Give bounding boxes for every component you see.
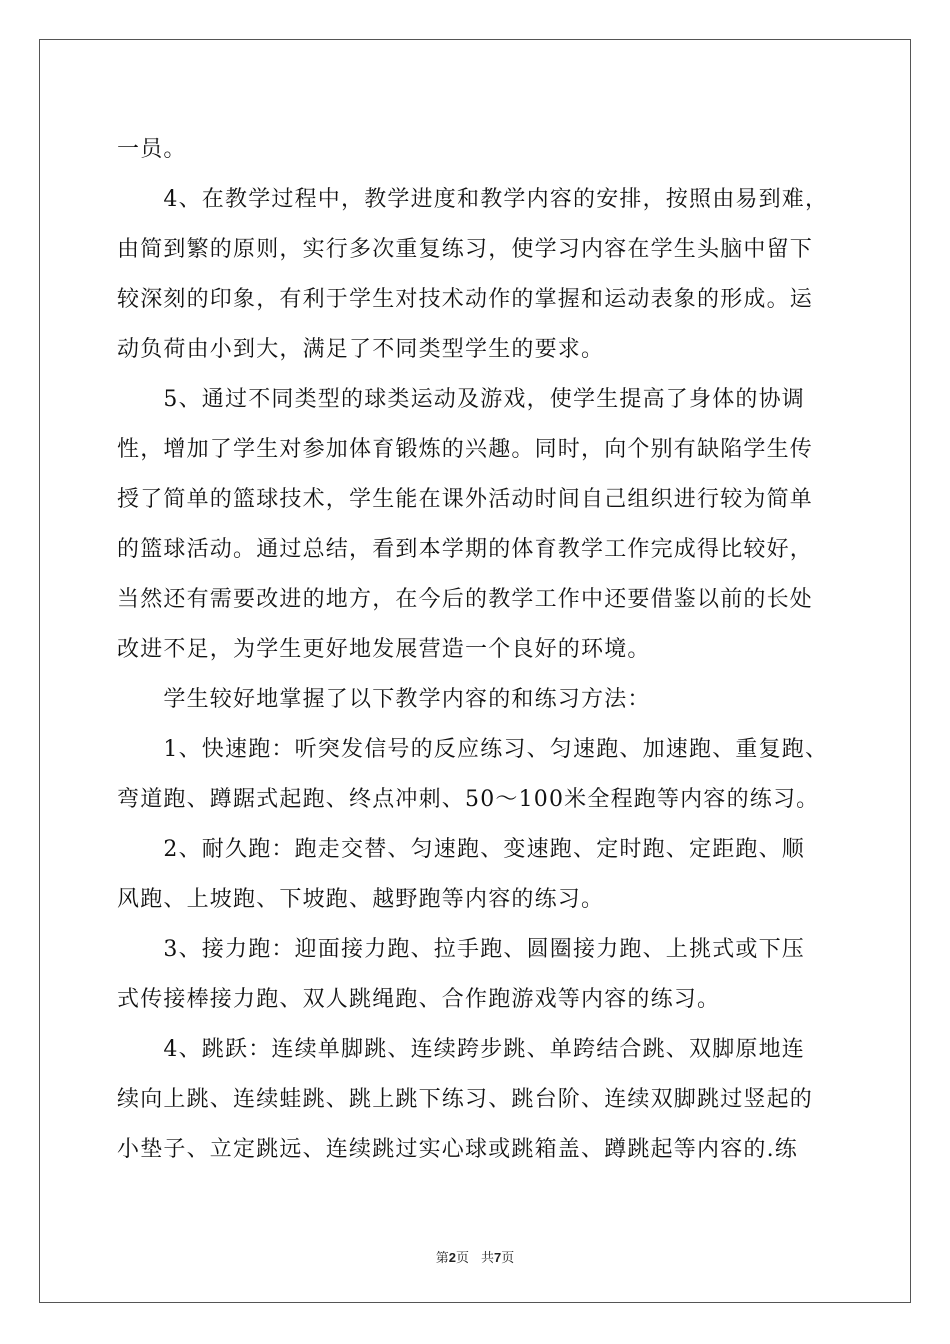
- text-line: 式传接棒接力跑、双人跳绳跑、合作跑游戏等内容的练习。: [117, 987, 721, 1012]
- text-line: 动负荷由小到大，满足了不同类型学生的要求。: [117, 337, 605, 362]
- text-line: 续向上跳、连续蛙跳、跳上跳下练习、跳台阶、连续双脚跳过竖起的: [117, 1087, 814, 1112]
- text-line: 1、快速跑：听突发信号的反应练习、匀速跑、加速跑、重复跑、: [117, 737, 829, 762]
- text-line: 当然还有需要改进的地方，在今后的教学工作中还要借鉴以前的长处: [117, 587, 814, 612]
- page-footer: [0, 1247, 950, 1266]
- text-line: 4、在教学过程中，教学进度和教学内容的安排，按照由易到难，: [117, 187, 829, 212]
- page-prefix: 第: [435, 1251, 449, 1266]
- text-line: 授了简单的篮球技术，学生能在课外活动时间自己组织进行较为简单: [117, 487, 814, 512]
- text-line: 小垫子、立定跳远、连续跳过实心球或跳箱盖、蹲跳起等内容的.练: [117, 1137, 798, 1162]
- total-suffix: 页: [501, 1251, 515, 1266]
- text-line: 的篮球活动。通过总结，看到本学期的体育教学工作完成得比较好，: [117, 537, 814, 562]
- text-line: 学生较好地掌握了以下教学内容的和练习方法：: [117, 687, 651, 712]
- page-suffix: 页: [455, 1251, 469, 1266]
- text-line: 一员。: [117, 137, 187, 162]
- total-prefix: 共: [481, 1251, 495, 1266]
- text-line: 5、通过不同类型的球类运动及游戏，使学生提高了身体的协调: [117, 387, 805, 412]
- text-line: 弯道跑、蹲踞式起跑、终点冲刺、50～100米全程跑等内容的练习。: [117, 787, 820, 812]
- page-number: 2: [448, 1250, 456, 1265]
- text-line: 2、耐久跑：跑走交替、匀速跑、变速跑、定时跑、定距跑、顺: [117, 837, 805, 862]
- text-line: 4、跳跃：连续单脚跳、连续跨步跳、单跨结合跳、双脚原地连: [117, 1037, 805, 1062]
- text-line: 性，增加了学生对参加体育锻炼的兴趣。同时，向个别有缺陷学生传: [117, 437, 814, 462]
- text-line: 较深刻的印象，有利于学生对技术动作的掌握和运动表象的形成。运: [117, 287, 814, 312]
- text-line: 由简到繁的原则，实行多次重复练习，使学习内容在学生头脑中留下: [117, 237, 814, 262]
- text-line: 改进不足，为学生更好地发展营造一个良好的环境。: [117, 637, 651, 662]
- total-pages: 7: [494, 1250, 502, 1265]
- text-line: 3、接力跑：迎面接力跑、拉手跑、圆圈接力跑、上挑式或下压: [117, 937, 805, 962]
- text-line: 风跑、上坡跑、下坡跑、越野跑等内容的练习。: [117, 887, 605, 912]
